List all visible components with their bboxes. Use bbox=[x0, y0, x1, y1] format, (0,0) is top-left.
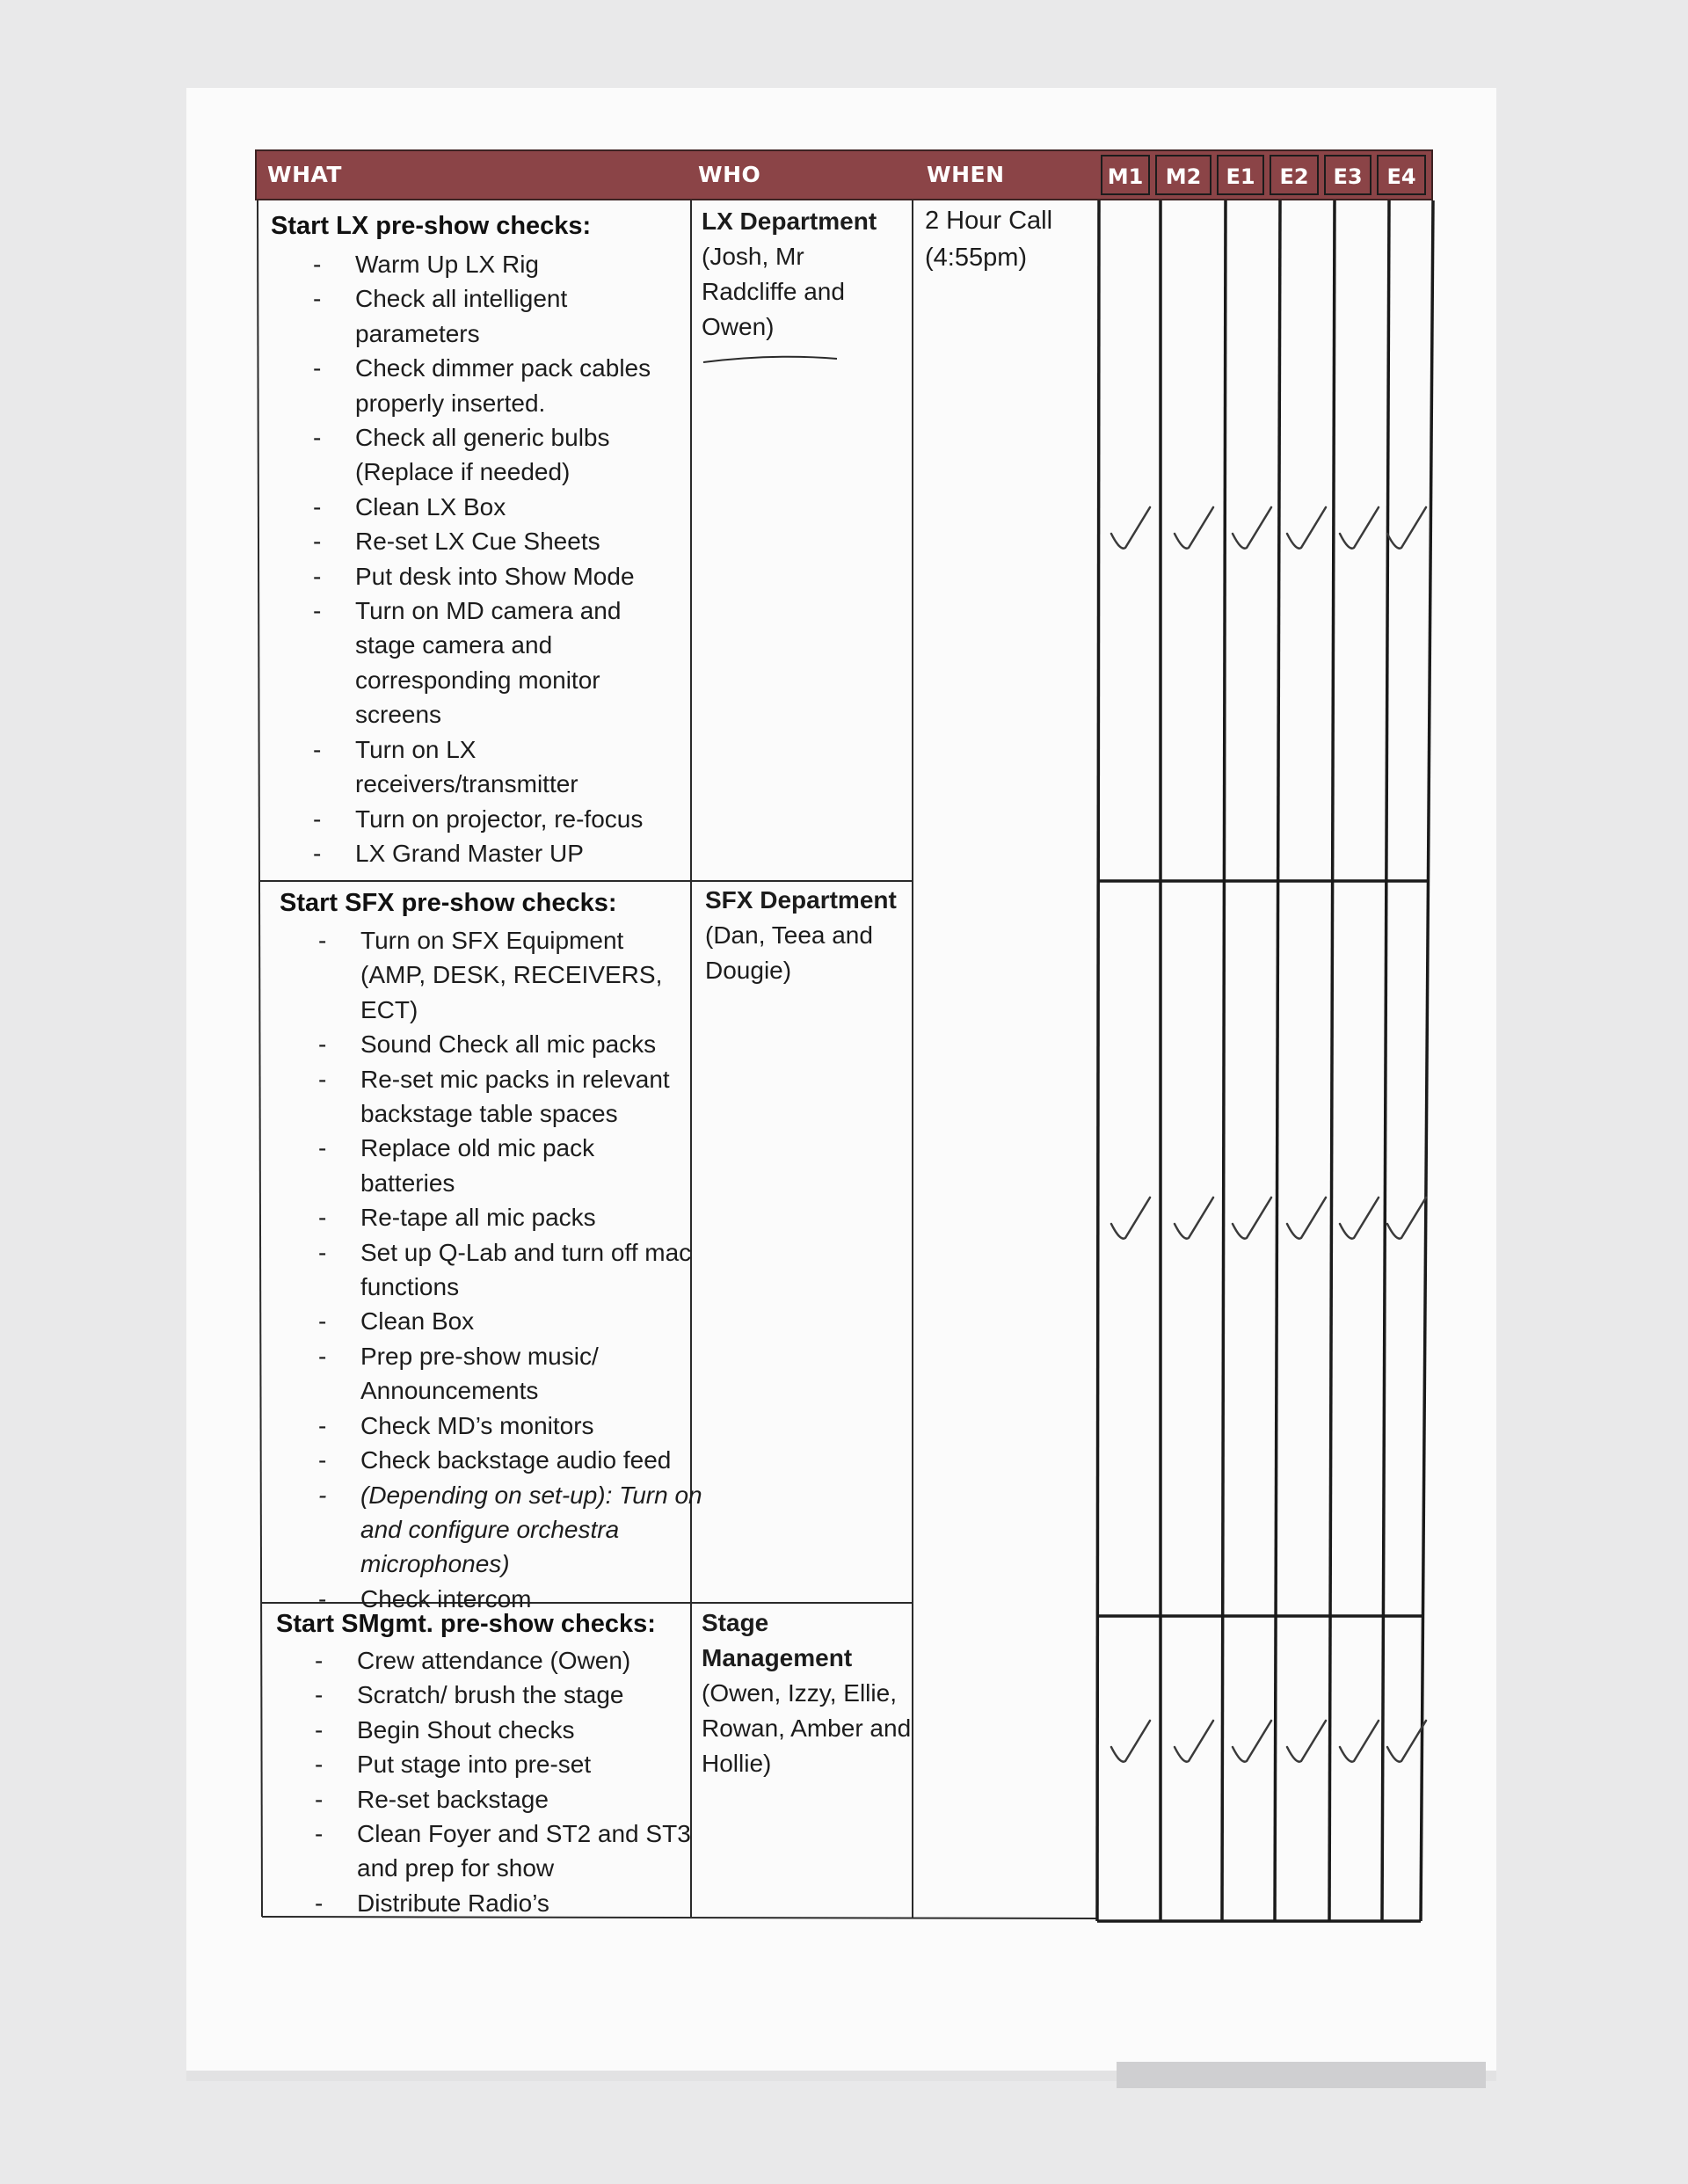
list-item: - Check intercom bbox=[311, 1582, 689, 1616]
list-item: - Re-set mic packs in relevant backstage table spaces bbox=[311, 1062, 712, 1132]
list-item: - Clean Foyer and ST2 and ST3 and prep for show bbox=[308, 1816, 709, 1886]
tick-m1-section-2 bbox=[1111, 1198, 1150, 1239]
list-item: - Replace old mic pack batteries bbox=[311, 1131, 624, 1200]
list-item: - Clean Box bbox=[311, 1304, 689, 1338]
tick-e2-section-2 bbox=[1287, 1198, 1326, 1239]
tick-e2-section-1 bbox=[1287, 507, 1326, 549]
list-item: - Re-tape all mic packs bbox=[311, 1200, 689, 1234]
tick-e2-section-3 bbox=[1287, 1721, 1326, 1762]
section-title-lx: Start LX pre-show checks: bbox=[271, 212, 592, 240]
list-item: - Turn on LX receivers/transmitter bbox=[306, 732, 637, 802]
list-item: - Put desk into Show Mode bbox=[306, 559, 684, 593]
list-item: - Turn on projector, re-focus bbox=[306, 802, 684, 836]
header-who: WHO bbox=[698, 162, 761, 187]
list-item: - Check dimmer pack cables properly inserted. bbox=[306, 351, 689, 420]
section-title-sfx: Start SFX pre-show checks: bbox=[280, 889, 617, 917]
list-item: - (Depending on set-up): Turn on and configure orchestra microphones) bbox=[311, 1478, 712, 1582]
list-item: - Scratch/ brush the stage bbox=[308, 1678, 695, 1712]
tick-e4-section-3 bbox=[1387, 1721, 1426, 1762]
list-item: - Distribute Radio’s bbox=[308, 1886, 695, 1920]
tick-m2-section-2 bbox=[1175, 1198, 1213, 1239]
list-item: - Warm Up LX Rig bbox=[306, 247, 684, 281]
list-item: - Turn on SFX Equipment (AMP, DESK, RECEIVERS, ECT) bbox=[311, 923, 689, 1027]
header-show-e4: E4 bbox=[1377, 155, 1426, 195]
list-item: - Check backstage audio feed bbox=[311, 1443, 689, 1477]
who-lx-dept: LX Department bbox=[702, 207, 877, 235]
list-item: - Check all generic bulbs (Replace if needed) bbox=[306, 420, 645, 490]
when-call: 2 Hour Call (4:55pm) bbox=[925, 207, 1053, 272]
list-item: - LX Grand Master UP bbox=[306, 836, 684, 870]
tick-e1-section-2 bbox=[1233, 1198, 1271, 1239]
who-lx-people: (Josh, Mr Radcliffe and Owen) bbox=[702, 243, 845, 340]
list-item: - Prep pre-show music/ Announcements bbox=[311, 1339, 659, 1409]
header-show-e1: E1 bbox=[1217, 155, 1264, 195]
list-item: - Crew attendance (Owen) bbox=[308, 1643, 695, 1678]
list-item: - Check all intelligent parameters bbox=[306, 281, 619, 351]
header-what: WHAT bbox=[267, 162, 342, 187]
tick-m1-section-1 bbox=[1111, 507, 1150, 549]
list-item: - Put stage into pre-set bbox=[308, 1747, 695, 1781]
tick-e1-section-3 bbox=[1233, 1721, 1271, 1762]
tick-m1-section-3 bbox=[1111, 1721, 1150, 1762]
list-item: - Re-set LX Cue Sheets bbox=[306, 524, 684, 558]
header-show-m1: M1 bbox=[1101, 155, 1150, 195]
tick-e1-section-1 bbox=[1233, 507, 1271, 549]
list-item: - Re-set backstage bbox=[308, 1782, 695, 1816]
list-item: - Check MD’s monitors bbox=[311, 1409, 689, 1443]
tick-e3-section-2 bbox=[1340, 1198, 1379, 1239]
list-item: - Clean LX Box bbox=[306, 490, 684, 524]
header-show-e2: E2 bbox=[1270, 155, 1319, 195]
who-smgmt-people: (Owen, Izzy, Ellie, Rowan, Amber and Hollie) bbox=[702, 1679, 912, 1777]
header-when: WHEN bbox=[927, 162, 1005, 187]
who-sfx-dept: SFX Department bbox=[705, 886, 897, 914]
tick-m2-section-1 bbox=[1175, 507, 1213, 549]
header-show-e3: E3 bbox=[1324, 155, 1372, 195]
section-title-smgmt: Start SMgmt. pre-show checks: bbox=[276, 1610, 656, 1638]
who-smgmt-dept: Stage Management bbox=[702, 1609, 853, 1671]
tick-e3-section-1 bbox=[1340, 507, 1379, 549]
tick-m2-section-3 bbox=[1175, 1721, 1213, 1762]
list-item: - Sound Check all mic packs bbox=[311, 1027, 689, 1061]
tick-e3-section-3 bbox=[1340, 1721, 1379, 1762]
list-item: - Turn on MD camera and stage camera and corresponding monitor screens bbox=[306, 593, 672, 732]
who-sfx-people: (Dan, Teea and Dougie) bbox=[705, 921, 873, 984]
list-item: - Set up Q-Lab and turn off mac functions bbox=[311, 1235, 695, 1305]
list-item: - Begin Shout checks bbox=[308, 1713, 695, 1747]
tick-e4-section-2 bbox=[1387, 1198, 1426, 1239]
tick-e4-section-1 bbox=[1387, 507, 1426, 549]
header-show-m2: M2 bbox=[1155, 155, 1211, 195]
